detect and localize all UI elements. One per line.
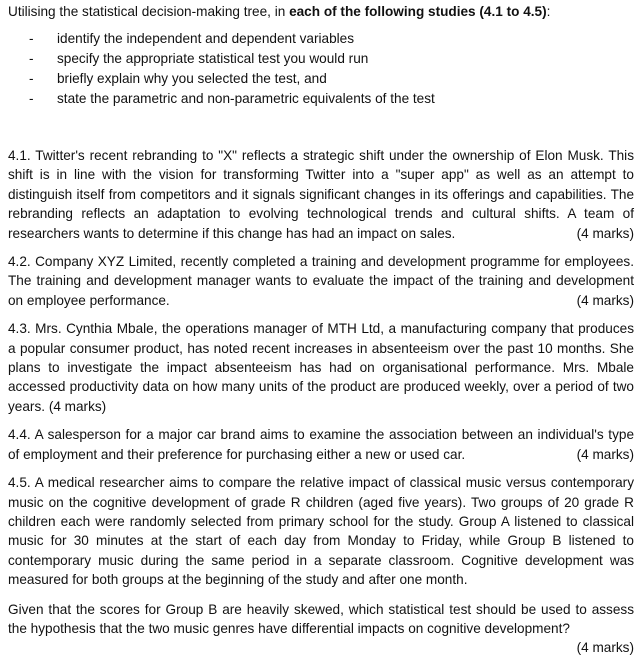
question-text: 4.3. Mrs. Cynthia Mbale, the operations manager of MTH Ltd, a manufacturing company that produces a popular consumer product, has noted recent increases in absenteeism over the past 10 months. She plans to investigate the impact absenteeism has had on organisational performance. Mrs. Mbale accessed productivity data on how many units of the product are produced weekly, over a period of two years. bbox=[8, 321, 634, 414]
question-4-5-followup bbox=[8, 600, 634, 656]
question-text: 4.1. Twitter's recent rebranding to "X" reflects a strategic shift under the ownership of Elon Musk. This shift is in line with the vision for transforming Twitter into a "super app" as well as an attempt to distinguish itself from competitors and it signals significant changes in its offerings and capabilities. The rebranding reflects an adaptation to evolving technological trends and cultural shifts. A team of researchers wants to determine if this change has had an impact on sales. bbox=[8, 148, 634, 241]
question-text: 4.5. A medical researcher aims to compare the relative impact of classical music versus contemporary music on the cognitive development of grade R children (aged five years). Two groups of 20 grade R children each were randomly selected from primary school for the study. Group A listened to classical music for 30 minutes at the start of each day from Monday to Friday, while Group B listened to contemporary music during the same period in a separate classroom. Cognitive development was measured for both groups at the beginning of the study and after one month. bbox=[8, 475, 634, 588]
instructions-intro bbox=[8, 2, 634, 21]
question-4-1 bbox=[8, 146, 634, 243]
question-text: 4.2. Company XYZ Limited, recently completed a training and development programme for employees. The training and development manager wants to evaluate the impact of the training and development on employee performance. bbox=[8, 254, 634, 308]
question-4-2 bbox=[8, 252, 634, 310]
question-marks: (4 marks) bbox=[576, 292, 634, 308]
question-4-5 bbox=[8, 473, 634, 589]
question-marks: (4 marks) bbox=[576, 225, 634, 241]
intro-tail: : bbox=[546, 4, 551, 19]
instructions-bullet-list bbox=[8, 29, 634, 109]
bullet-item: - briefly explain why you selected the test, and bbox=[29, 69, 634, 89]
question-marks: (4 marks) bbox=[48, 398, 107, 414]
bullet-item: - identify the independent and dependent variables bbox=[29, 29, 634, 49]
question-marks: (4 marks) bbox=[576, 446, 634, 462]
questions-section bbox=[8, 146, 634, 656]
question-marks: (4 marks) bbox=[576, 640, 634, 656]
bullet-item: - specify the appropriate statistical test you would run bbox=[29, 49, 634, 69]
intro-lead: Utilising the statistical decision-making tree, in bbox=[8, 4, 290, 19]
question-text: 4.4. A salesperson for a major car brand aims to examine the association between an individual's type of employment and their preference for purchasing either a new or used car. bbox=[8, 427, 634, 462]
question-4-4 bbox=[8, 425, 634, 464]
bullet-item: - state the parametric and non-parametric equivalents of the test bbox=[29, 89, 634, 109]
question-text: Given that the scores for Group B are heavily skewed, which statistical test should be used to assess the hypothesis that the two music genres have differential impacts on cognitive development? bbox=[8, 601, 634, 636]
intro-bold: each of the following studies (4.1 to 4.5) bbox=[289, 4, 547, 19]
question-4-3 bbox=[8, 319, 634, 416]
